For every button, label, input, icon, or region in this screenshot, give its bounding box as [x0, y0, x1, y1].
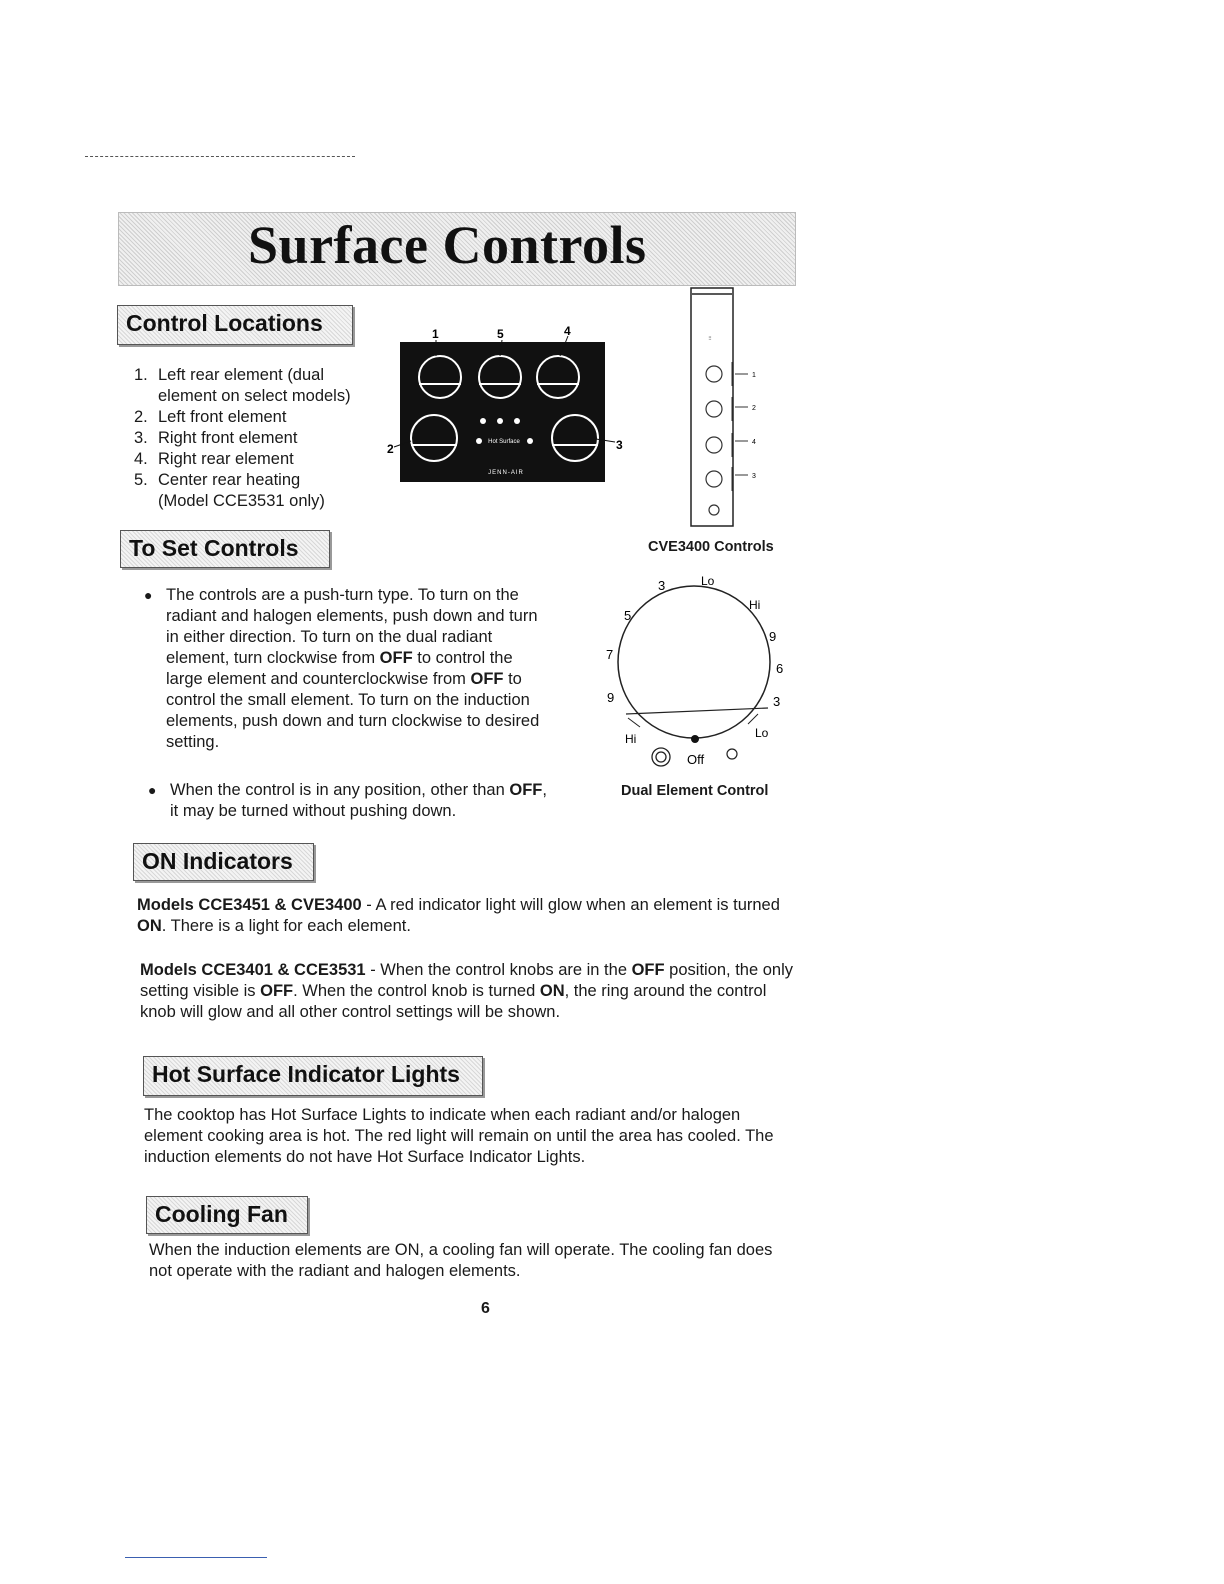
section-heading-on-indicators: ON Indicators — [133, 843, 314, 881]
para-line: induction elements do not have Hot Surface Indicator Lights. — [144, 1148, 586, 1166]
bullet-line: When the control is in any position, other than OFF, — [170, 781, 547, 799]
hot-surface-light — [476, 438, 482, 444]
list-item-text: Right front element — [158, 429, 298, 447]
page-title: Surface Controls — [248, 215, 647, 275]
side-callout-1: 1 — [752, 372, 756, 379]
dial-label-hi-bottom: Hi — [625, 732, 637, 746]
cve3400-caption: CVE3400 Controls — [648, 539, 774, 555]
on-indicators-para-1 — [137, 895, 827, 937]
side-callout-4: 4 — [752, 439, 756, 446]
bullet-line: radiant and halogen elements, push down and turn — [166, 607, 538, 625]
list-item-number: 1. — [134, 366, 148, 384]
bullet-line: it may be turned without pushing down. — [170, 802, 457, 820]
list-item-number: 5. — [134, 471, 148, 489]
dial-label-7: 7 — [606, 647, 614, 662]
para-line: Models CCE3451 & CVE3400 - A red indicator light will glow when an element is turned — [137, 896, 780, 914]
bullet-line: large element and counterclockwise from OFF to — [166, 670, 522, 688]
on-indicators-para-2 — [140, 960, 830, 1023]
dial-label-lo-top: Lo — [701, 574, 715, 588]
dial-label-5: 5 — [624, 608, 632, 623]
side-callout-3: 3 — [752, 473, 756, 480]
dial-label-off: Off — [687, 752, 705, 767]
hot-surface-text: Hot Surface — [488, 439, 520, 445]
dial-label-9-right: 9 — [769, 629, 777, 644]
para-line: knob will glow and all other control settings will be shown. — [140, 1003, 561, 1021]
top-dashed-rule — [85, 156, 355, 157]
list-item-number: 3. — [134, 429, 148, 447]
callout-5: 5 — [497, 327, 504, 341]
list-item — [134, 470, 351, 491]
list-item-text: Center rear heating — [158, 471, 301, 489]
bullet-dot-icon: ● — [148, 782, 157, 798]
page-number: 6 — [481, 1300, 490, 1317]
dial-label-lo-bottom: Lo — [755, 726, 769, 740]
list-item — [134, 449, 351, 470]
bullet-push-turn — [144, 585, 584, 753]
callout-4: 4 — [564, 324, 571, 338]
cooling-fan-para — [149, 1240, 839, 1282]
para-line: The cooktop has Hot Surface Lights to indicate when each radiant and/or halogen — [144, 1106, 741, 1124]
dial-label-3-top: 3 — [658, 578, 666, 593]
dual-element-caption: Dual Element Control — [621, 783, 769, 799]
list-item: (Model CCE3531 only) — [158, 492, 325, 510]
dual-element-dial — [598, 568, 798, 778]
bullet-line: control the small element. To turn on the induction — [166, 691, 530, 709]
model-lead: Models CCE3401 & CCE3531 — [140, 961, 366, 979]
bullet-any-position — [148, 780, 588, 822]
bullet-line: setting. — [166, 733, 220, 751]
brand-text: JENN-AIR — [488, 470, 524, 476]
dial-label-hi-right: Hi — [749, 598, 761, 612]
model-lead: Models CCE3451 & CVE3400 — [137, 896, 362, 914]
bullet-line: in either direction. To turn on the dual radiant — [166, 628, 493, 646]
para-line: not operate with the radiant and halogen elements. — [149, 1262, 521, 1280]
callout-2: 2 — [387, 442, 394, 456]
list-item-text: Left front element — [158, 408, 287, 426]
bottom-rule — [125, 1557, 267, 1558]
dial-label-6: 6 — [776, 661, 784, 676]
section-heading-cooling-fan: Cooling Fan — [146, 1196, 308, 1234]
para-line: When the induction elements are ON, a cooling fan will operate. The cooling fan does — [149, 1241, 773, 1259]
para-line: element cooking area is hot. The red light will remain on until the area has cooled. The — [144, 1127, 774, 1145]
callout-3: 3 — [616, 438, 623, 452]
list-item — [134, 365, 351, 386]
callout-1: 1 — [432, 327, 439, 341]
control-locations-list — [134, 365, 351, 512]
section-heading-hot-surface: Hot Surface Indicator Lights — [143, 1056, 483, 1096]
bullet-line: The controls are a push-turn type. To turn on the — [166, 586, 519, 604]
side-callout-2: 2 — [752, 405, 756, 412]
para-line: setting visible is OFF. When the control knob is turned ON, the ring around the control — [140, 982, 767, 1000]
cooktop-diagram — [383, 322, 633, 492]
para-line: Models CCE3401 & CCE3531 - When the control knobs are in the OFF position, the only — [140, 961, 794, 979]
list-item: element on select models) — [158, 387, 351, 405]
list-item-text: Left rear element (dual — [158, 366, 325, 384]
list-item-text: Right rear element — [158, 450, 294, 468]
cve3400-control-panel — [680, 284, 780, 534]
bullet-dot-icon: ● — [144, 587, 153, 603]
list-item-number: 2. — [134, 408, 148, 426]
dial-label-3-right: 3 — [773, 694, 781, 709]
dial-label-9-left: 9 — [607, 690, 615, 705]
bullet-line: elements, push down and turn clockwise to desired — [166, 712, 540, 730]
list-item — [134, 407, 351, 428]
bullet-line: element, turn clockwise from OFF to control the — [166, 649, 513, 667]
dial-small-ring-icon — [727, 749, 737, 759]
list-item-number: 4. — [134, 450, 148, 468]
section-heading-to-set-controls: To Set Controls — [120, 530, 330, 568]
para-line: ON. There is a light for each element. — [137, 917, 411, 935]
dial-large-ring-icon — [652, 748, 670, 766]
hot-surface-para — [144, 1105, 834, 1168]
svg-text:⁝⁝: ⁝⁝ — [708, 336, 712, 342]
section-heading-control-locations: Control Locations — [117, 305, 353, 345]
list-item — [134, 428, 351, 449]
